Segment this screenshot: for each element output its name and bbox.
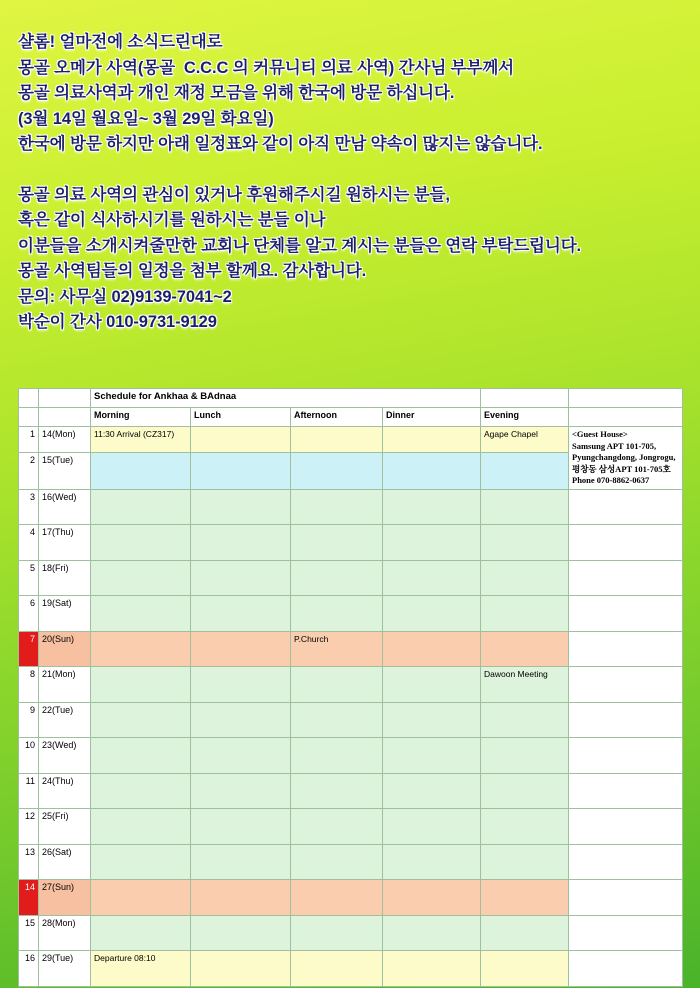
slot-lunch	[191, 951, 291, 987]
slot-dinner	[383, 667, 481, 703]
message-line-1: 샬롬! 얼마전에 소식드린대로	[18, 33, 223, 51]
slot-lunch	[191, 427, 291, 453]
row-number: 16	[19, 951, 39, 987]
slot-dinner	[383, 596, 481, 632]
slot-morning	[91, 880, 191, 916]
slot-evening	[481, 525, 569, 561]
slot-lunch	[191, 738, 291, 774]
slot-morning	[91, 560, 191, 596]
slot-dinner	[383, 560, 481, 596]
row-date: 27(Sun)	[39, 880, 91, 916]
table-row	[19, 773, 683, 809]
note-cell	[569, 702, 683, 738]
row-date: 29(Tue)	[39, 951, 91, 987]
note-cell	[569, 738, 683, 774]
guest-house-note-line3: Pyungchangdong, Jongrogu,	[572, 452, 676, 462]
guest-house-note-line2: Samsung APT 101-705,	[572, 440, 657, 451]
slot-evening	[481, 880, 569, 916]
slot-morning	[91, 596, 191, 632]
slot-afternoon	[291, 773, 383, 809]
row-number: 4	[19, 525, 39, 561]
message-line-8: 이분들을 소개시켜줄만한 교회나 단체를 알고 계시는 분들은 연락 부탁드립니다.	[18, 236, 582, 255]
slot-morning	[91, 773, 191, 809]
note-pad-cell	[569, 389, 683, 408]
note-cell	[569, 489, 683, 525]
schedule-table	[18, 388, 683, 987]
slot-lunch	[191, 915, 291, 951]
row-date: 18(Fri)	[39, 560, 91, 596]
slot-dinner	[383, 844, 481, 880]
slot-morning	[91, 702, 191, 738]
slot-dinner	[383, 738, 481, 774]
slot-morning	[91, 525, 191, 561]
guest-house-note-line1: <Guest House>	[572, 429, 628, 439]
paragraph-spacer	[18, 158, 688, 183]
row-number: 6	[19, 596, 39, 632]
row-date: 19(Sat)	[39, 596, 91, 632]
note-cell	[569, 773, 683, 809]
row-number: 10	[19, 738, 39, 774]
note-cell	[569, 951, 683, 987]
guest-house-note-line5: Phone 070-8862-0637	[572, 475, 650, 485]
contact-office: 문의: 사무실 02)9139-7041~2	[18, 287, 232, 306]
slot-afternoon: P.Church	[291, 631, 383, 667]
guest-house-note-line4: 평창동 삼성APT 101-705호	[572, 463, 671, 474]
note-cell	[569, 809, 683, 845]
table-row	[19, 525, 683, 561]
header-afternoon: Afternoon	[291, 408, 383, 427]
message-line-6: 몽골 의료 사역의 관심이 있거나 후원해주시길 원하시는 분들,	[18, 185, 450, 204]
row-date: 21(Mon)	[39, 667, 91, 703]
note-cell	[569, 631, 683, 667]
slot-afternoon	[291, 738, 383, 774]
slot-dinner	[383, 525, 481, 561]
slot-morning	[91, 667, 191, 703]
slot-morning: 11:30 Arrival (CZ317)	[91, 427, 191, 453]
slot-lunch	[191, 525, 291, 561]
header-dinner: Dinner	[383, 408, 481, 427]
row-number: 8	[19, 667, 39, 703]
header-lunch: Lunch	[191, 408, 291, 427]
slot-lunch	[191, 560, 291, 596]
row-number: 11	[19, 773, 39, 809]
slot-evening	[481, 738, 569, 774]
slot-afternoon	[291, 560, 383, 596]
table-row	[19, 631, 683, 667]
header-evening: Evening	[481, 408, 569, 427]
header-note-cell	[569, 408, 683, 427]
row-number: 2	[19, 453, 39, 489]
slot-morning	[91, 809, 191, 845]
message-line-2: 몽골 오메가 사역(몽골 C.C.C 의 커뮤니티 의료 사역) 간사님 부부께서	[18, 58, 515, 77]
schedule-title: Schedule for Ankhaa & BAdnaa	[91, 389, 481, 408]
slot-evening	[481, 951, 569, 987]
row-date: 25(Fri)	[39, 809, 91, 845]
slot-dinner	[383, 951, 481, 987]
slot-morning	[91, 631, 191, 667]
row-date: 14(Mon)	[39, 427, 91, 453]
corner-cell-2	[39, 389, 91, 408]
slot-morning	[91, 738, 191, 774]
slot-afternoon	[291, 951, 383, 987]
slot-lunch	[191, 773, 291, 809]
row-number: 1	[19, 427, 39, 453]
slot-dinner	[383, 702, 481, 738]
slot-afternoon	[291, 489, 383, 525]
row-date: 16(Wed)	[39, 489, 91, 525]
row-number: 5	[19, 560, 39, 596]
table-row	[19, 915, 683, 951]
slot-afternoon	[291, 667, 383, 703]
table-row	[19, 844, 683, 880]
slot-evening	[481, 596, 569, 632]
slot-dinner	[383, 453, 481, 489]
slot-lunch	[191, 844, 291, 880]
slot-evening	[481, 453, 569, 489]
slot-dinner	[383, 427, 481, 453]
row-number: 15	[19, 915, 39, 951]
table-row	[19, 738, 683, 774]
announcement-text	[18, 30, 688, 336]
slot-dinner	[383, 631, 481, 667]
row-number: 13	[19, 844, 39, 880]
header-num-cell	[19, 408, 39, 427]
message-line-5: 한국에 방문 하지만 아래 일정표와 같이 아직 만남 약속이 많지는 않습니다.	[18, 135, 543, 153]
row-number: 9	[19, 702, 39, 738]
table-row	[19, 560, 683, 596]
slot-dinner	[383, 880, 481, 916]
header-date-cell	[39, 408, 91, 427]
table-row	[19, 702, 683, 738]
slot-evening	[481, 489, 569, 525]
schedule-title-row	[19, 389, 683, 408]
schedule-table-container	[18, 388, 682, 987]
note-cell	[569, 525, 683, 561]
slot-morning	[91, 489, 191, 525]
row-number: 14	[19, 880, 39, 916]
slot-dinner	[383, 809, 481, 845]
slot-afternoon	[291, 915, 383, 951]
row-date: 20(Sun)	[39, 631, 91, 667]
slot-lunch	[191, 596, 291, 632]
note-cell	[569, 560, 683, 596]
note-cell	[569, 667, 683, 703]
slot-lunch	[191, 667, 291, 703]
slot-evening	[481, 844, 569, 880]
slot-lunch	[191, 631, 291, 667]
message-line-3: 몽골 의료사역과 개인 재정 모금을 위해 한국에 방문 하십니다.	[18, 84, 455, 102]
slot-evening	[481, 915, 569, 951]
message-line-4: (3월 14일 월요일~ 3월 29일 화요일)	[18, 109, 274, 128]
table-row	[19, 951, 683, 987]
row-date: 24(Thu)	[39, 773, 91, 809]
slot-morning	[91, 915, 191, 951]
note-cell	[569, 844, 683, 880]
row-number: 7	[19, 631, 39, 667]
slot-morning	[91, 844, 191, 880]
message-line-7: 혹은 같이 식사하시기를 원하시는 분들 이나	[18, 211, 326, 229]
row-date: 22(Tue)	[39, 702, 91, 738]
slot-lunch	[191, 453, 291, 489]
slot-evening	[481, 702, 569, 738]
slot-afternoon	[291, 844, 383, 880]
note-cell	[569, 880, 683, 916]
slot-evening: Agape Chapel	[481, 427, 569, 453]
slot-afternoon	[291, 427, 383, 453]
table-row	[19, 667, 683, 703]
slot-morning	[91, 453, 191, 489]
slot-afternoon	[291, 809, 383, 845]
slot-lunch	[191, 880, 291, 916]
row-date: 28(Mon)	[39, 915, 91, 951]
guest-house-note	[569, 427, 683, 490]
table-row	[19, 596, 683, 632]
slot-afternoon	[291, 596, 383, 632]
slot-afternoon	[291, 525, 383, 561]
row-date: 26(Sat)	[39, 844, 91, 880]
slot-lunch	[191, 809, 291, 845]
slot-evening	[481, 773, 569, 809]
slot-evening: Dawoon Meeting	[481, 667, 569, 703]
note-cell	[569, 915, 683, 951]
row-date: 17(Thu)	[39, 525, 91, 561]
title-pad-cell	[481, 389, 569, 408]
row-date: 23(Wed)	[39, 738, 91, 774]
slot-evening	[481, 560, 569, 596]
slot-evening	[481, 809, 569, 845]
row-date: 15(Tue)	[39, 453, 91, 489]
header-morning: Morning	[91, 408, 191, 427]
table-row	[19, 427, 683, 453]
row-number: 3	[19, 489, 39, 525]
slot-afternoon	[291, 702, 383, 738]
schedule-header-row	[19, 408, 683, 427]
table-row	[19, 489, 683, 525]
slot-afternoon	[291, 880, 383, 916]
slot-lunch	[191, 702, 291, 738]
slot-dinner	[383, 915, 481, 951]
slot-morning: Departure 08:10	[91, 951, 191, 987]
corner-cell	[19, 389, 39, 408]
message-line-9: 몽골 사역팀들의 일정을 첨부 할께요. 감사합니다.	[18, 262, 367, 280]
note-cell	[569, 596, 683, 632]
contact-person: 박순이 간사 010-9731-9129	[18, 313, 217, 331]
slot-afternoon	[291, 453, 383, 489]
slot-lunch	[191, 489, 291, 525]
table-row	[19, 880, 683, 916]
slot-evening	[481, 631, 569, 667]
table-row	[19, 809, 683, 845]
slot-dinner	[383, 489, 481, 525]
row-number: 12	[19, 809, 39, 845]
slot-dinner	[383, 773, 481, 809]
